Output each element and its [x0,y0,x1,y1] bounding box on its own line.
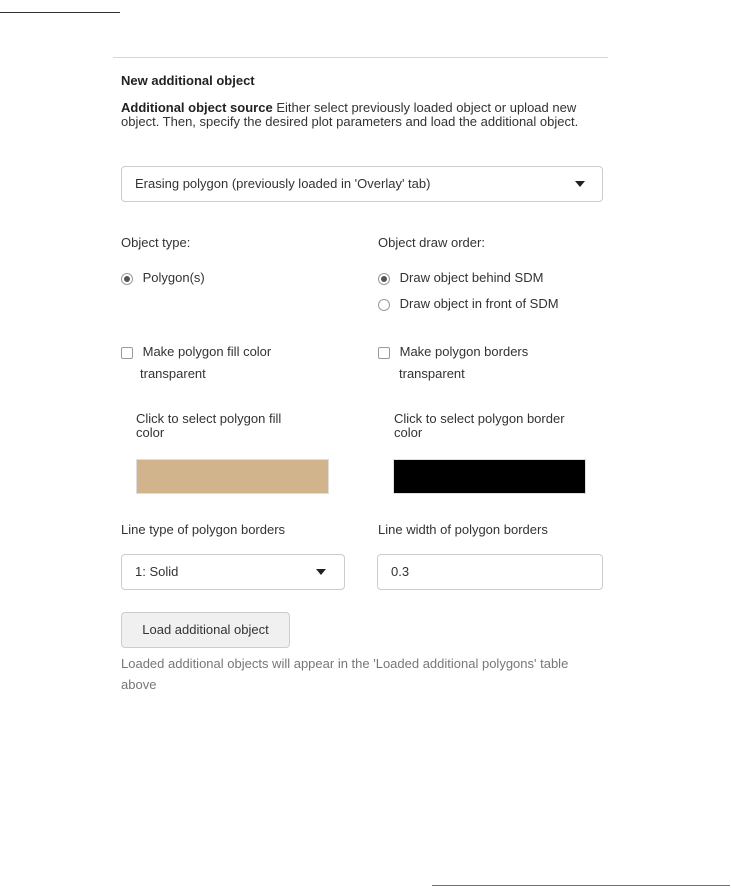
radio-behind[interactable] [378,273,390,285]
bottom-link-underline [432,885,730,886]
source-label: Additional object source [121,100,273,115]
draw-order-option-front[interactable] [378,293,559,315]
border-transparent-checkbox[interactable] [378,347,390,359]
object-type-label: Object type: [121,235,191,250]
line-width-label: Line width of polygon borders [378,522,548,537]
line-width-input[interactable] [377,554,603,590]
border-color-label: Click to select polygon border color [394,411,565,440]
load-additional-object-button[interactable]: Load additional object [121,612,290,648]
section-divider [113,57,608,58]
border-color-picker[interactable] [393,459,586,494]
source-description [121,101,591,129]
top-divider [0,12,120,13]
chevron-down-icon [575,181,585,187]
line-type-select[interactable] [121,554,345,590]
border-transparent-label: Make polygon borders [399,344,529,359]
section-title: New additional object [121,73,255,88]
load-help-text: Loaded additional objects will appear in the 'Loaded additional polygons' table above [121,656,569,692]
border-transparent-label-2: transparent [399,366,465,381]
draw-order-option-behind[interactable] [378,267,543,289]
fill-transparent-checkbox-row[interactable] [121,341,271,363]
draw-order-option-label: Draw object behind SDM [399,270,544,285]
source-help: Either select previously loaded object or upload new object. Then, specify the desired plot parameters and load the additional object. [121,100,579,129]
fill-transparent-label-2: transparent [140,366,206,381]
fill-transparent-checkbox[interactable] [121,347,133,359]
source-select[interactable] [121,166,603,202]
line-type-label: Line type of polygon borders [121,522,286,537]
draw-order-label: Object draw order: [378,235,485,250]
fill-color-label: Click to select polygon fill color [136,411,282,440]
object-type-option-label: Polygon(s) [142,270,205,285]
border-transparent-checkbox-row[interactable] [378,341,528,363]
radio-polygon[interactable] [121,273,133,285]
line-type-value: 1: Solid [135,564,179,579]
object-type-option-polygon[interactable] [121,267,205,289]
draw-order-option-label: Draw object in front of SDM [399,296,559,311]
chevron-down-icon [316,569,326,575]
fill-color-picker[interactable] [136,459,329,494]
line-width-value: 0.3 [391,564,410,579]
source-select-value: Erasing polygon (previously loaded in 'Overlay' tab) [135,176,431,191]
fill-transparent-label: Make polygon fill color [142,344,272,359]
radio-front[interactable] [378,299,390,311]
